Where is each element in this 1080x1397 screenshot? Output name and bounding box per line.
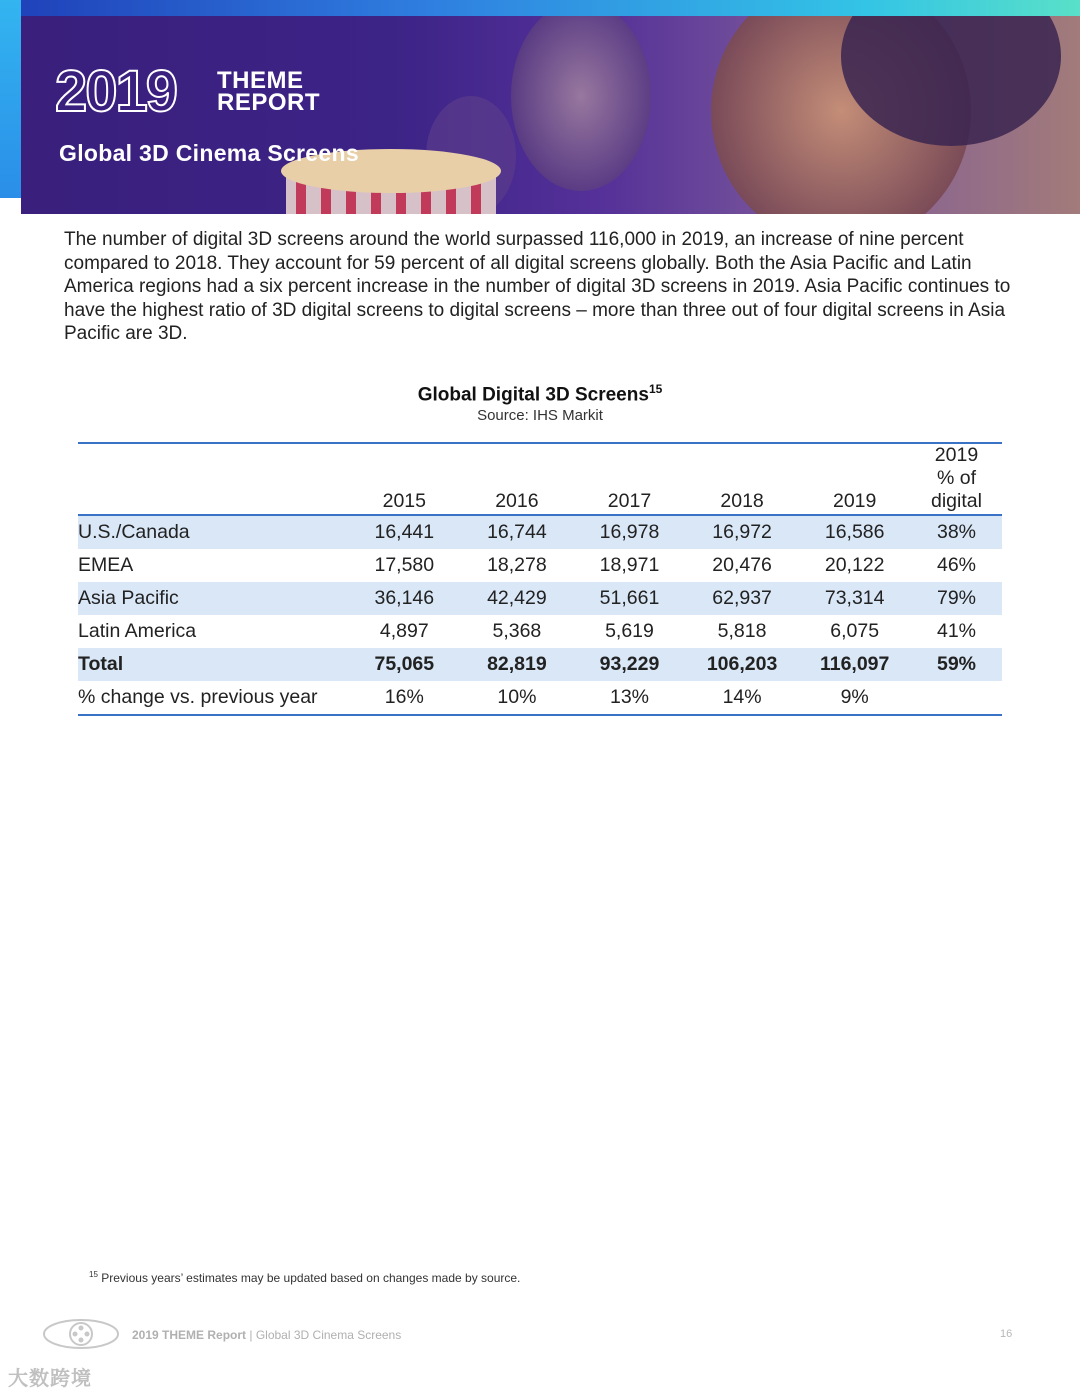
header-pct-line1: 2019 xyxy=(934,444,979,466)
row-label: Asia Pacific xyxy=(78,582,348,615)
cell: 16,978 xyxy=(573,515,686,549)
cell: 42,429 xyxy=(461,582,574,615)
cell: 20,122 xyxy=(824,554,885,576)
row-label: Latin America xyxy=(78,620,197,642)
row-label: Total xyxy=(78,648,348,681)
cell: 106,203 xyxy=(686,648,799,681)
cell: 18,278 xyxy=(487,554,547,576)
footnote-ref: 15 xyxy=(648,382,663,396)
table-title-text: Global Digital 3D Screens xyxy=(417,384,649,406)
cell: 51,661 xyxy=(573,582,686,615)
header-year: 2017 xyxy=(573,443,686,515)
cell: 36,146 xyxy=(348,582,461,615)
cell-pct: 41% xyxy=(936,620,976,642)
cell: 73,314 xyxy=(798,582,911,615)
top-gradient-strip xyxy=(0,0,1080,16)
header-blank xyxy=(78,443,348,515)
header-year: 2018 xyxy=(686,443,799,515)
footnote-text: Previous years’ estimates may be updated based on changes made by source. xyxy=(101,1271,521,1285)
footer-divider: | xyxy=(249,1328,256,1342)
header-year: 2016 xyxy=(461,443,574,515)
footer-report: 2019 THEME Report xyxy=(132,1328,247,1342)
cell: 16,972 xyxy=(686,515,799,549)
table-header-row xyxy=(78,443,1002,515)
cell: 5,368 xyxy=(492,620,542,642)
logo-theme-report xyxy=(217,67,321,116)
table-row xyxy=(78,582,1002,615)
footnote xyxy=(89,1270,520,1285)
cell: 116,097 xyxy=(798,648,911,681)
screens-table xyxy=(78,442,1002,716)
cell: 4,897 xyxy=(379,620,429,642)
header-year: 2019 xyxy=(798,443,911,515)
table-title xyxy=(0,382,1080,406)
row-label: EMEA xyxy=(78,554,134,576)
cell: 16,586 xyxy=(798,515,911,549)
table-row-total xyxy=(78,648,1002,681)
row-label: U.S./Canada xyxy=(78,515,348,549)
header-year: 2015 xyxy=(348,443,461,515)
logo-theme: THEME xyxy=(217,67,304,94)
table-row xyxy=(78,615,1002,648)
cell: 18,971 xyxy=(599,554,660,576)
cell: 10% xyxy=(497,686,537,708)
cell: 62,937 xyxy=(686,582,799,615)
footnote-number: 15 xyxy=(89,1270,98,1279)
mpa-logo-icon xyxy=(42,1318,120,1350)
page-number: 16 xyxy=(1000,1328,1013,1340)
cell: 82,819 xyxy=(461,648,574,681)
cell-pct xyxy=(911,681,1002,715)
intro-paragraph: The number of digital 3D screens around the world surpassed 116,000 in 2019, an increase of nine percent compared to 2018. They account for 59 percent of all digital screens globally. Both the Asia Pacific and Latin America regions had a six percent increase in the number of digital 3D screens in 2019. Asia Pacific continues to have the highest ratio of 3D digital screens to digital screens – more than three out of four digital screens in Asia Pacific are 3D. xyxy=(64,229,1011,344)
header-pct-line2: % of digital xyxy=(931,467,982,512)
cell-pct: 38% xyxy=(911,515,1002,549)
row-label: % change vs. previous year xyxy=(78,686,318,708)
cell: 16% xyxy=(384,686,424,708)
cell: 14% xyxy=(722,686,762,708)
cell-pct: 79% xyxy=(911,582,1002,615)
page-title: Global 3D Cinema Screens xyxy=(59,140,359,166)
table-row-change xyxy=(78,681,1002,715)
table-source: Source: IHS Markit xyxy=(477,407,603,424)
cell: 20,476 xyxy=(712,554,772,576)
cell: 93,229 xyxy=(573,648,686,681)
cell: 13% xyxy=(609,686,649,708)
cell: 16,441 xyxy=(348,515,461,549)
logo-year: 2019 xyxy=(55,59,177,124)
watermark: 大数跨境 xyxy=(8,1368,92,1390)
cell: 75,065 xyxy=(348,648,461,681)
table-row xyxy=(78,515,1002,549)
hero-banner xyxy=(21,16,1080,214)
header-pct-digital xyxy=(911,443,1002,515)
cell-pct: 59% xyxy=(911,648,1002,681)
cell: 16,744 xyxy=(461,515,574,549)
logo-report: REPORT xyxy=(217,89,321,116)
cinema-audience-photo xyxy=(21,16,1080,214)
table-row xyxy=(78,549,1002,582)
cell: 5,818 xyxy=(717,620,767,642)
cell-pct: 46% xyxy=(936,554,976,576)
cell: 17,580 xyxy=(374,554,435,576)
footer-section: Global 3D Cinema Screens xyxy=(255,1328,402,1342)
footer-text xyxy=(132,1328,401,1342)
left-accent-bar xyxy=(0,0,21,198)
cell: 9% xyxy=(840,686,869,708)
cell: 6,075 xyxy=(830,620,880,642)
cell: 5,619 xyxy=(605,620,654,642)
